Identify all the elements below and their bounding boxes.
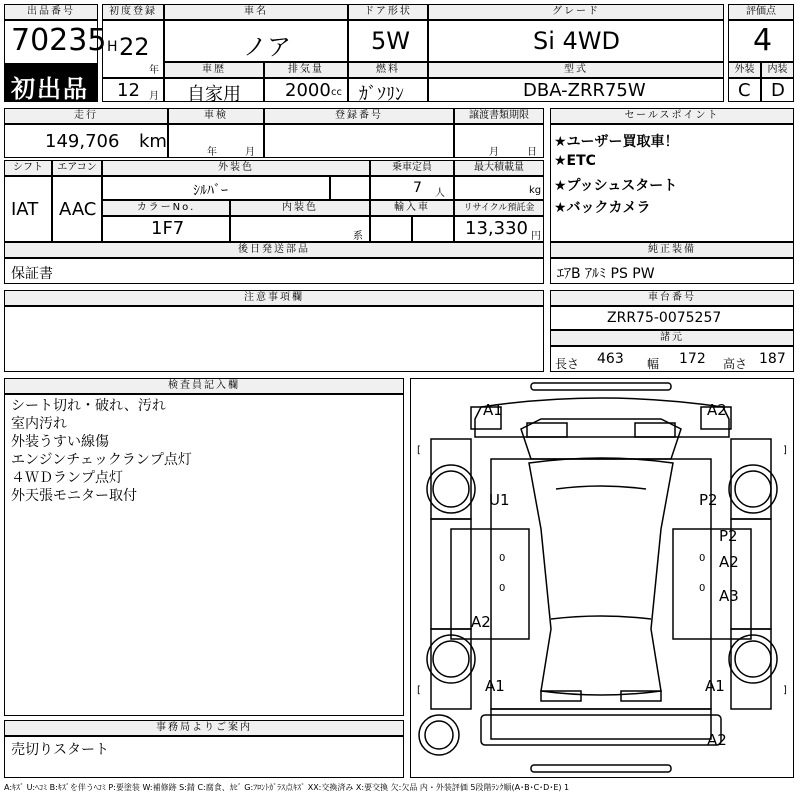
- reg-month: 12: [117, 80, 140, 101]
- svg-text:]: ]: [783, 445, 787, 456]
- door-cell: [348, 20, 428, 62]
- damage-mark: A2: [707, 401, 727, 419]
- car-name: ノア: [243, 33, 291, 61]
- era-letter: H: [107, 39, 118, 55]
- damage-mark: P2: [699, 491, 718, 509]
- grade-cell: [428, 20, 724, 62]
- inspector-line: 室内汚れ: [11, 416, 67, 432]
- equipment-cell: [550, 258, 794, 284]
- shift: IAT: [11, 199, 39, 220]
- lot-number-cell: [4, 20, 107, 64]
- damage-mark: U1: [489, 491, 510, 509]
- interior-score: D: [771, 80, 785, 101]
- chassis-cell: [550, 306, 794, 330]
- sales-item: ★プッシュスタート: [554, 178, 678, 194]
- int-color-unit: 系: [353, 231, 363, 242]
- svg-text:]: ]: [783, 685, 787, 696]
- chassis-number: ZRR75-0075257: [607, 310, 722, 326]
- ac-cell: [52, 176, 102, 242]
- recycle-label: リサイクル預託金: [454, 200, 544, 216]
- door-label: ドア形状: [348, 4, 428, 20]
- interior-label: 内装: [761, 62, 794, 78]
- office-text: 売切りスタート: [11, 742, 109, 758]
- first-reg-cell: [102, 20, 164, 78]
- displacement-label: 排気量: [264, 62, 348, 78]
- load-cell: [454, 176, 544, 200]
- door: 5W: [371, 27, 410, 55]
- ext-color-cell: [102, 176, 330, 200]
- lot-label: 出品番号: [4, 4, 98, 20]
- first-listing-badge: [4, 64, 98, 102]
- displacement-cell: [264, 78, 348, 102]
- import-label: 輸入車: [370, 200, 454, 216]
- mileage: 149,706: [45, 131, 120, 152]
- month-unit: 月: [149, 91, 159, 102]
- legend: A:ｷｽﾞ U:ﾍｺﾐ B:ｷｽﾞを伴うﾍｺﾐ P:要塗装 W:補修跡 S:錆 C:腐食、ｶﾋﾞ G:ﾌﾛﾝﾄｶﾞﾗｽ点ｷｽﾞ XX:交換済み X:要交換 欠:欠品 内・外装評価 5段階ﾗﾝｸ順(A･B･C･D･E) 1: [4, 783, 570, 792]
- model: DBA-ZRR75W: [523, 80, 646, 101]
- recycle: 13,330: [465, 218, 528, 239]
- notes-label: 注意事項欄: [4, 290, 544, 306]
- inspector-line: 外天張モニター取付: [11, 488, 137, 504]
- damage-mark: A2: [719, 553, 739, 571]
- import-cell-a: [370, 216, 412, 242]
- sales-label: セールスポイント: [550, 108, 794, 124]
- ac-label: エアコン: [52, 160, 102, 176]
- fuel-label: 燃料: [348, 62, 428, 78]
- fuel: ｶﾞｿﾘﾝ: [359, 84, 404, 105]
- exterior-label: 外装: [728, 62, 761, 78]
- car-diagram-svg: [411, 379, 793, 777]
- car-name-cell: [164, 20, 348, 62]
- grade-label: グレード: [428, 4, 724, 20]
- grade: Si 4WD: [533, 27, 621, 55]
- first-listing-text: 初出品: [11, 75, 89, 103]
- damage-mark: A2: [707, 731, 727, 749]
- width-label: 幅: [647, 357, 660, 371]
- damage-mark: A1: [485, 677, 505, 695]
- sales-item: ★ETC: [554, 153, 596, 169]
- ac: AAC: [59, 199, 97, 220]
- load-unit: kg: [529, 185, 542, 196]
- mileage-unit: km: [139, 131, 167, 152]
- inspector-label: 検査員記入欄: [4, 378, 404, 394]
- later-parts: 保証書: [11, 266, 53, 282]
- color-no-label: カラーNo.: [102, 200, 230, 216]
- score-label: 評価点: [728, 4, 794, 20]
- chassis-label: 車台番号: [550, 290, 794, 306]
- sales-item: ★ユーザー買取車！: [554, 134, 679, 150]
- transfer-label: 譲渡書類期限: [454, 108, 544, 124]
- history-cell: [164, 78, 264, 105]
- damage-mark: A3: [719, 587, 739, 605]
- damage-mark: A1: [483, 401, 503, 419]
- ext-color-extra: [330, 176, 370, 200]
- exterior-cell: [728, 78, 761, 102]
- displacement-unit: cc: [331, 87, 342, 98]
- svg-text:0: 0: [699, 583, 706, 594]
- color-no: 1F7: [151, 218, 185, 239]
- shift-label: シフト: [4, 160, 52, 176]
- inspection-label: 車検: [168, 108, 264, 124]
- inspection-cell: [168, 124, 264, 158]
- mileage-cell: [4, 124, 168, 158]
- width: 172: [679, 351, 706, 367]
- svg-text:[: [: [417, 685, 421, 696]
- inspector-box: [4, 394, 404, 716]
- transfer-cell: [454, 124, 544, 158]
- reg-no-label: 登録番号: [264, 108, 454, 124]
- month-cell: [102, 78, 164, 102]
- first-reg-label: 初度登録: [102, 4, 164, 20]
- length: 463: [597, 351, 624, 367]
- damage-mark: A1: [705, 677, 725, 695]
- equipment: ｴｱB ｱﾙﾐ PS PW: [557, 266, 655, 282]
- svg-text:0: 0: [699, 553, 706, 564]
- model-label: 型式: [428, 62, 724, 78]
- height-label: 高さ: [723, 357, 748, 371]
- damage-mark: P2: [719, 527, 738, 545]
- capacity-unit: 人: [435, 188, 445, 199]
- car-diagram: [410, 378, 794, 778]
- transfer-day-unit: 日: [527, 147, 537, 158]
- fuel-cell: [348, 78, 428, 105]
- recycle-cell: [454, 216, 544, 242]
- exterior-score: C: [738, 80, 751, 101]
- year-unit: 年: [149, 65, 159, 76]
- svg-text:[: [: [417, 445, 421, 456]
- lot-number: 70235: [11, 23, 107, 58]
- inspection-month-unit: 月: [245, 147, 255, 158]
- interior-cell: [761, 78, 794, 102]
- dims-cell: [550, 346, 794, 372]
- model-cell: [428, 78, 724, 102]
- mileage-label: 走行: [4, 108, 168, 124]
- office-box: [4, 736, 404, 778]
- score-cell: [728, 20, 794, 62]
- svg-text:0: 0: [499, 553, 506, 564]
- car-name-label: 車名: [164, 4, 348, 20]
- color-no-cell: [102, 216, 230, 242]
- transfer-month-unit: 月: [489, 147, 499, 158]
- capacity-label: 乗車定員: [370, 160, 454, 176]
- ext-color: ｼﾙﾊﾞｰ: [193, 183, 228, 199]
- int-color-cell: [230, 216, 370, 242]
- height: 187: [759, 351, 786, 367]
- history: 自家用: [187, 84, 241, 105]
- ext-color-label: 外装色: [102, 160, 370, 176]
- inspection-year-unit: 年: [207, 147, 217, 158]
- dims-label: 諸元: [550, 330, 794, 346]
- damage-mark: A2: [471, 613, 491, 631]
- capacity-cell: [370, 176, 454, 200]
- later-parts-cell: [4, 258, 544, 284]
- later-parts-label: 後日発送部品: [4, 242, 544, 258]
- notes-box: [4, 306, 544, 372]
- inspector-line: 外装うすい線傷: [11, 434, 109, 450]
- capacity: 7: [413, 180, 422, 196]
- sales-item: ★バックカメラ: [554, 200, 651, 216]
- length-label: 長さ: [555, 357, 580, 371]
- equipment-label: 純正装備: [550, 242, 794, 258]
- recycle-unit: 円: [531, 231, 541, 242]
- inspector-line: シート切れ・破れ、汚れ: [11, 398, 166, 414]
- era-year: 22: [119, 33, 150, 61]
- int-color-label: 内装色: [230, 200, 370, 216]
- sales-box: [550, 124, 794, 242]
- office-label: 事務局よりご案内: [4, 720, 404, 736]
- displacement: 2000: [285, 80, 331, 101]
- inspector-line: エンジンチェックランプ点灯: [11, 452, 192, 468]
- reg-no-cell: [264, 124, 454, 158]
- score: 4: [753, 23, 773, 58]
- svg-text:0: 0: [499, 583, 506, 594]
- inspector-line: ４ＷＤランプ点灯: [11, 470, 123, 486]
- load-label: 最大積載量: [454, 160, 544, 176]
- import-cell-b: [412, 216, 454, 242]
- shift-cell: [4, 176, 52, 242]
- history-label: 車歴: [164, 62, 264, 78]
